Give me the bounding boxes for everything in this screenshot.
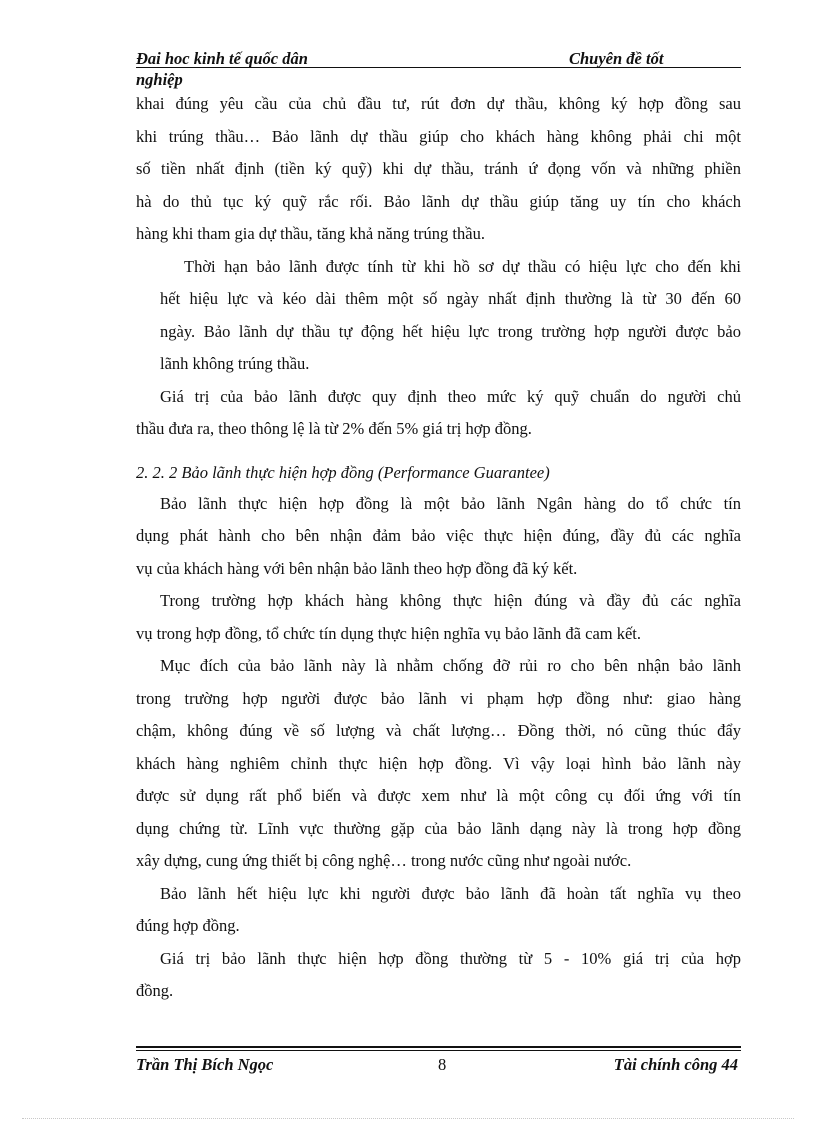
text-line: chậm, không đúng về số lượng và chất lượng… Đồng thời, nó cũng thúc đẩy (136, 721, 741, 740)
text-line: số tiền nhất định (tiền ký quỹ) khi dự thầu, tránh ứ đọng vốn và những phiền (136, 159, 741, 178)
text-line: khi trúng thầu… Bảo lãnh dự thầu giúp cho khách hàng không phải chi một (136, 126, 741, 146)
paragraph (136, 585, 741, 650)
page-footer (136, 1055, 741, 1077)
text-line: Trong trường hợp khách hàng không thực hiện đúng và đầy đủ các nghĩa (160, 591, 741, 610)
text-line: Giá trị của bảo lãnh được quy định theo mức ký quỹ chuẩn do người chủ (160, 386, 741, 406)
text-line: Mục đích của bảo lãnh này là nhằm chống đỡ rủi ro cho bên nhận bảo lãnh (160, 656, 741, 675)
text-line: hết hiệu lực và kéo dài thêm một số ngày nhất định thường là từ 30 đến 60 (160, 289, 741, 308)
text-line: trong trường hợp người được bảo lãnh vi phạm hợp đồng như: giao hàng (136, 688, 741, 708)
text-line: ngày. Bảo lãnh dự thầu tự động hết hiệu lực trong trường hợp người được bảo (160, 321, 741, 341)
paragraph (136, 88, 741, 251)
text-line: dụng chứng từ. Lĩnh vực thường gặp của bảo lãnh dạng này là trong hợp đồng (136, 818, 741, 838)
text-line: vụ trong hợp đồng, tổ chức tín dụng thực hiện nghĩa vụ bảo lãnh đã cam kết. (136, 623, 642, 643)
footer-rule-thin (136, 1050, 741, 1051)
page-number: 8 (438, 1055, 447, 1074)
paragraph (136, 878, 741, 943)
header-report-type-cont: nghiệp (136, 70, 183, 89)
text-line: khai đúng yêu cầu của chủ đầu tư, rút đơn dự thầu, không ký hợp đồng sau (136, 94, 741, 113)
paragraph (136, 650, 741, 878)
header-report-type: Chuyên đề tốt (569, 49, 664, 68)
footer-author: Trần Thị Bích Ngọc (136, 1055, 274, 1074)
text-line: vụ của khách hàng với bên nhận bảo lãnh theo hợp đồng đã ký kết. (136, 558, 578, 578)
header-underline (136, 67, 741, 68)
text-line: xây dựng, cung ứng thiết bị công nghệ… trong nước cũng như ngoài nước. (136, 851, 632, 870)
text-line: Thời hạn bảo lãnh được tính từ khi hồ sơ dự thầu có hiệu lực cho đến khi (184, 256, 741, 276)
text-line: đồng. (136, 981, 174, 1000)
header-university: Đai hoc kinh tế quốc dân (136, 49, 308, 68)
text-line: hà do thủ tục ký quỹ rắc rối. Bảo lãnh dự thầu giúp tăng uy tín cho khách (136, 191, 741, 211)
text-line: được sử dụng rất phổ biến và được xem như là một công cụ đối ứng với tín (136, 786, 741, 805)
page-boundary-divider (22, 1118, 794, 1119)
text-line: khách hàng nghiêm chỉnh thực hiện hợp đồng. Vì vậy loại hình bảo lãnh này (136, 753, 741, 773)
text-line: thầu đưa ra, theo thông lệ là từ 2% đến 5% giá trị hợp đồng. (136, 419, 532, 438)
text-line: lãnh không trúng thầu. (160, 354, 310, 373)
paragraph (136, 251, 741, 381)
text-line: đúng hợp đồng. (136, 916, 240, 935)
text-line: Bảo lãnh thực hiện hợp đồng là một bảo lãnh Ngân hàng do tổ chức tín (160, 493, 741, 513)
paragraph (136, 943, 741, 1008)
text-line: hàng khi tham gia dự thầu, tăng khả năng trúng thầu. (136, 224, 485, 243)
text-line: dụng phát hành cho bên nhận đảm bảo việc thực hiện đúng, đầy đủ các nghĩa (136, 526, 741, 545)
text-line: Bảo lãnh hết hiệu lực khi người được bảo lãnh đã hoàn tất nghĩa vụ theo (160, 883, 741, 903)
paragraph (136, 381, 741, 446)
footer-rule-thick (136, 1046, 741, 1048)
footer-class-name: Tài chính công 44 (613, 1055, 738, 1074)
paragraph (136, 488, 741, 586)
section-heading: 2. 2. 2 Bảo lãnh thực hiện hợp đồng (Performance Guarantee) (136, 462, 550, 482)
page-header (136, 50, 741, 90)
document-body (136, 88, 741, 1008)
text-line: Giá trị bảo lãnh thực hiện hợp đồng thường từ 5 - 10% giá trị của hợp (160, 948, 741, 968)
